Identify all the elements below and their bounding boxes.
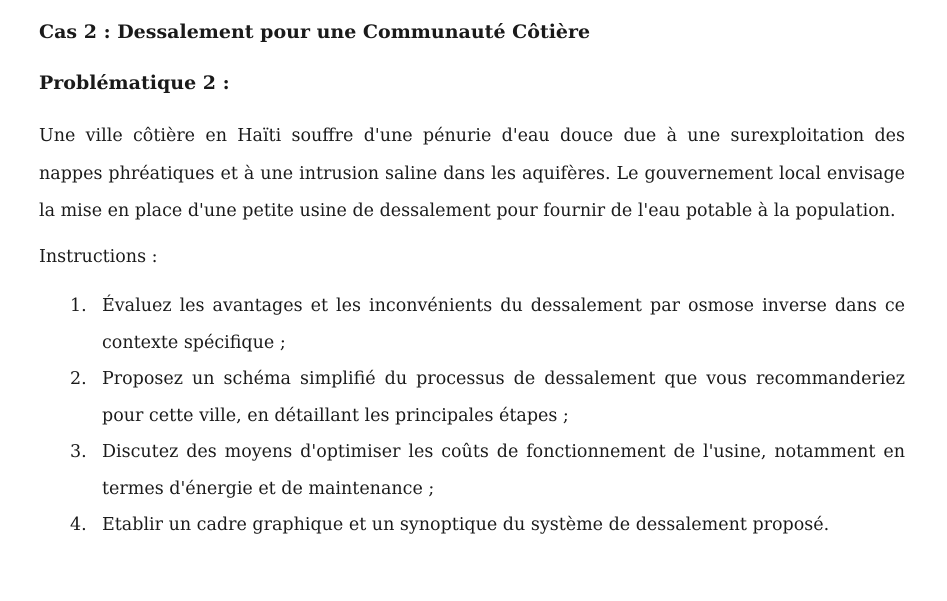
list-item-text: Proposez un schéma simplifié du processus de dessalement que vous recommanderiez pour cette ville, en détaillant les principales étapes ; (102, 369, 905, 426)
list-item-number: 1. (70, 296, 87, 316)
problem-title: Problématique 2 : (39, 72, 230, 94)
case-title: Cas 2 : Dessalement pour une Communauté Côtière (39, 21, 591, 43)
list-item (39, 434, 905, 507)
list-item-number: 3. (70, 442, 87, 462)
list-item (39, 507, 905, 544)
list-item-text: Discutez des moyens d'optimiser les coûts de fonctionnement de l'usine, notamment en termes d'énergie et de maintenance ; (102, 442, 905, 499)
list-item-text: Etablir un cadre graphique et un synoptique du système de dessalement proposé. (102, 515, 830, 535)
problem-paragraph: Une ville côtière en Haïti souffre d'une pénurie d'eau douce due à une surexploitation des nappes phréatiques et à une intrusion saline dans les aquifères. Le gouvernement local envisage la mise en place d'une petite usine de dessalement pour fournir de l'eau potable à la population. (39, 126, 905, 221)
list-item-text: Évaluez les avantages et les inconvénients du dessalement par osmose inverse dans ce contexte spécifique ; (102, 296, 905, 353)
list-item (39, 288, 905, 361)
instructions-label: Instructions : (39, 247, 158, 267)
list-item (39, 361, 905, 434)
list-item-number: 2. (70, 369, 87, 389)
instructions-list (39, 288, 905, 544)
list-item-number: 4. (70, 515, 87, 535)
